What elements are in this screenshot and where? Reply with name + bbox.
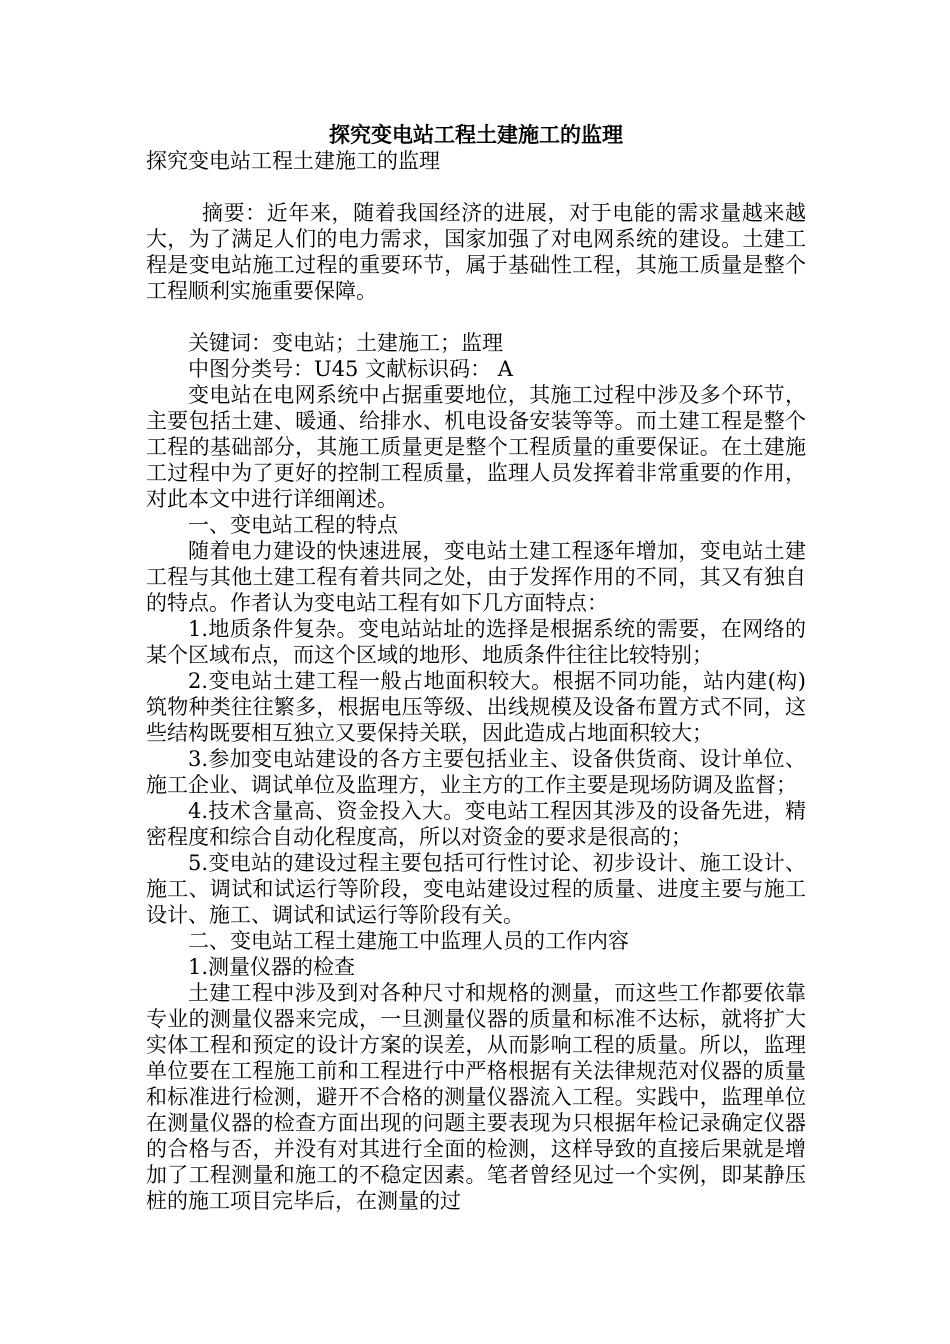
document-subtitle: 探究变电站工程土建施工的监理 [146, 149, 440, 173]
section1-heading: 一、变电站工程的特点 [188, 513, 398, 537]
subsection1-paragraph: 土建工程中涉及到对各种尺寸和规格的测量，而这些工作都要依靠专业的测量仪器来完成，一旦测量仪器的质量和标准不达标，就将扩大实体工程和预定的设计方案的误差，从而影响工程的质量。所以，监理单位要在工程施工前和工程进行中严格根据有关法律规范对仪器的质量和标准进行检测，避开不合格的测量仪器流入工程。实践中，监理单位在测量仪器的检查方面出现的问题主要表现为只根据年检记录确定仪器的合格与否，并没有对其进行全面的检测，这样导致的直接后果就是增加了工程测量和施工的不稳定因素。笔者曾经见过一个实例，即某静压桩的施工项目完毕后，在测量的过 [146, 981, 806, 1213]
point-3-paragraph: 3.参加变电站建设的各方主要包括业主、设备供货商、设计单位、施工企业、调试单位及监理方，业主方的工作主要是现场防调及监督； [146, 747, 806, 797]
classification-line: 中图分类号：U45 文献标识码： A [188, 357, 513, 381]
point-4-paragraph: 4.技术含量高、资金投入大。变电站工程因其涉及的设备先进，精密程度和综合自动化程度高，所以对资金的要求是很高的； [146, 799, 806, 849]
point-5-paragraph: 5.变电站的建设过程主要包括可行性讨论、初步设计、施工设计、施工、调试和试运行等阶段，变电站建设过程的质量、进度主要与施工设计、施工、调试和试运行等阶段有关。 [146, 851, 806, 927]
document-title: 探究变电站工程土建施工的监理 [329, 122, 623, 147]
point-1-paragraph: 1.地质条件复杂。变电站站址的选择是根据系统的需要，在网络的某个区域布点，而这个区域的地形、地质条件往往比较特别； [146, 617, 806, 667]
document-body [146, 116, 806, 1214]
section2-heading: 二、变电站工程土建施工中监理人员的工作内容 [188, 929, 629, 953]
keywords-line: 关键词：变电站；土建施工；监理 [188, 331, 503, 355]
section1-intro-paragraph: 随着电力建设的快速进展，变电站土建工程逐年增加，变电站土建工程与其他土建工程有着共同之处，由于发挥作用的不同，其又有独自的特点。作者认为变电站工程有如下几方面特点： [146, 539, 806, 615]
abstract-paragraph: 摘要：近年来，随着我国经济的进展，对于电能的需求量越来越大，为了满足人们的电力需求，国家加强了对电网系统的建设。土建工程是变电站施工过程的重要环节，属于基础性工程，其施工质量是整个工程顺利实施重要保障。 [146, 201, 806, 303]
subsection1-heading: 1.测量仪器的检查 [188, 955, 356, 979]
intro-paragraph: 变电站在电网系统中占据重要地位，其施工过程中涉及多个环节，主要包括土建、暖通、给排水、机电设备安装等等。而土建工程是整个工程的基础部分，其施工质量更是整个工程质量的重要保证。在土建施工过程中为了更好的控制工程质量，监理人员发挥着非常重要的作用，对此本文中进行详细阐述。 [146, 383, 806, 511]
point-2-paragraph: 2.变电站土建工程一般占地面积较大。根据不同功能，站内建(构)筑物种类往往繁多，根据电压等级、出线规模及设备布置方式不同，这些结构既要相互独立又要保持关联，因此造成占地面积较大； [146, 669, 806, 745]
